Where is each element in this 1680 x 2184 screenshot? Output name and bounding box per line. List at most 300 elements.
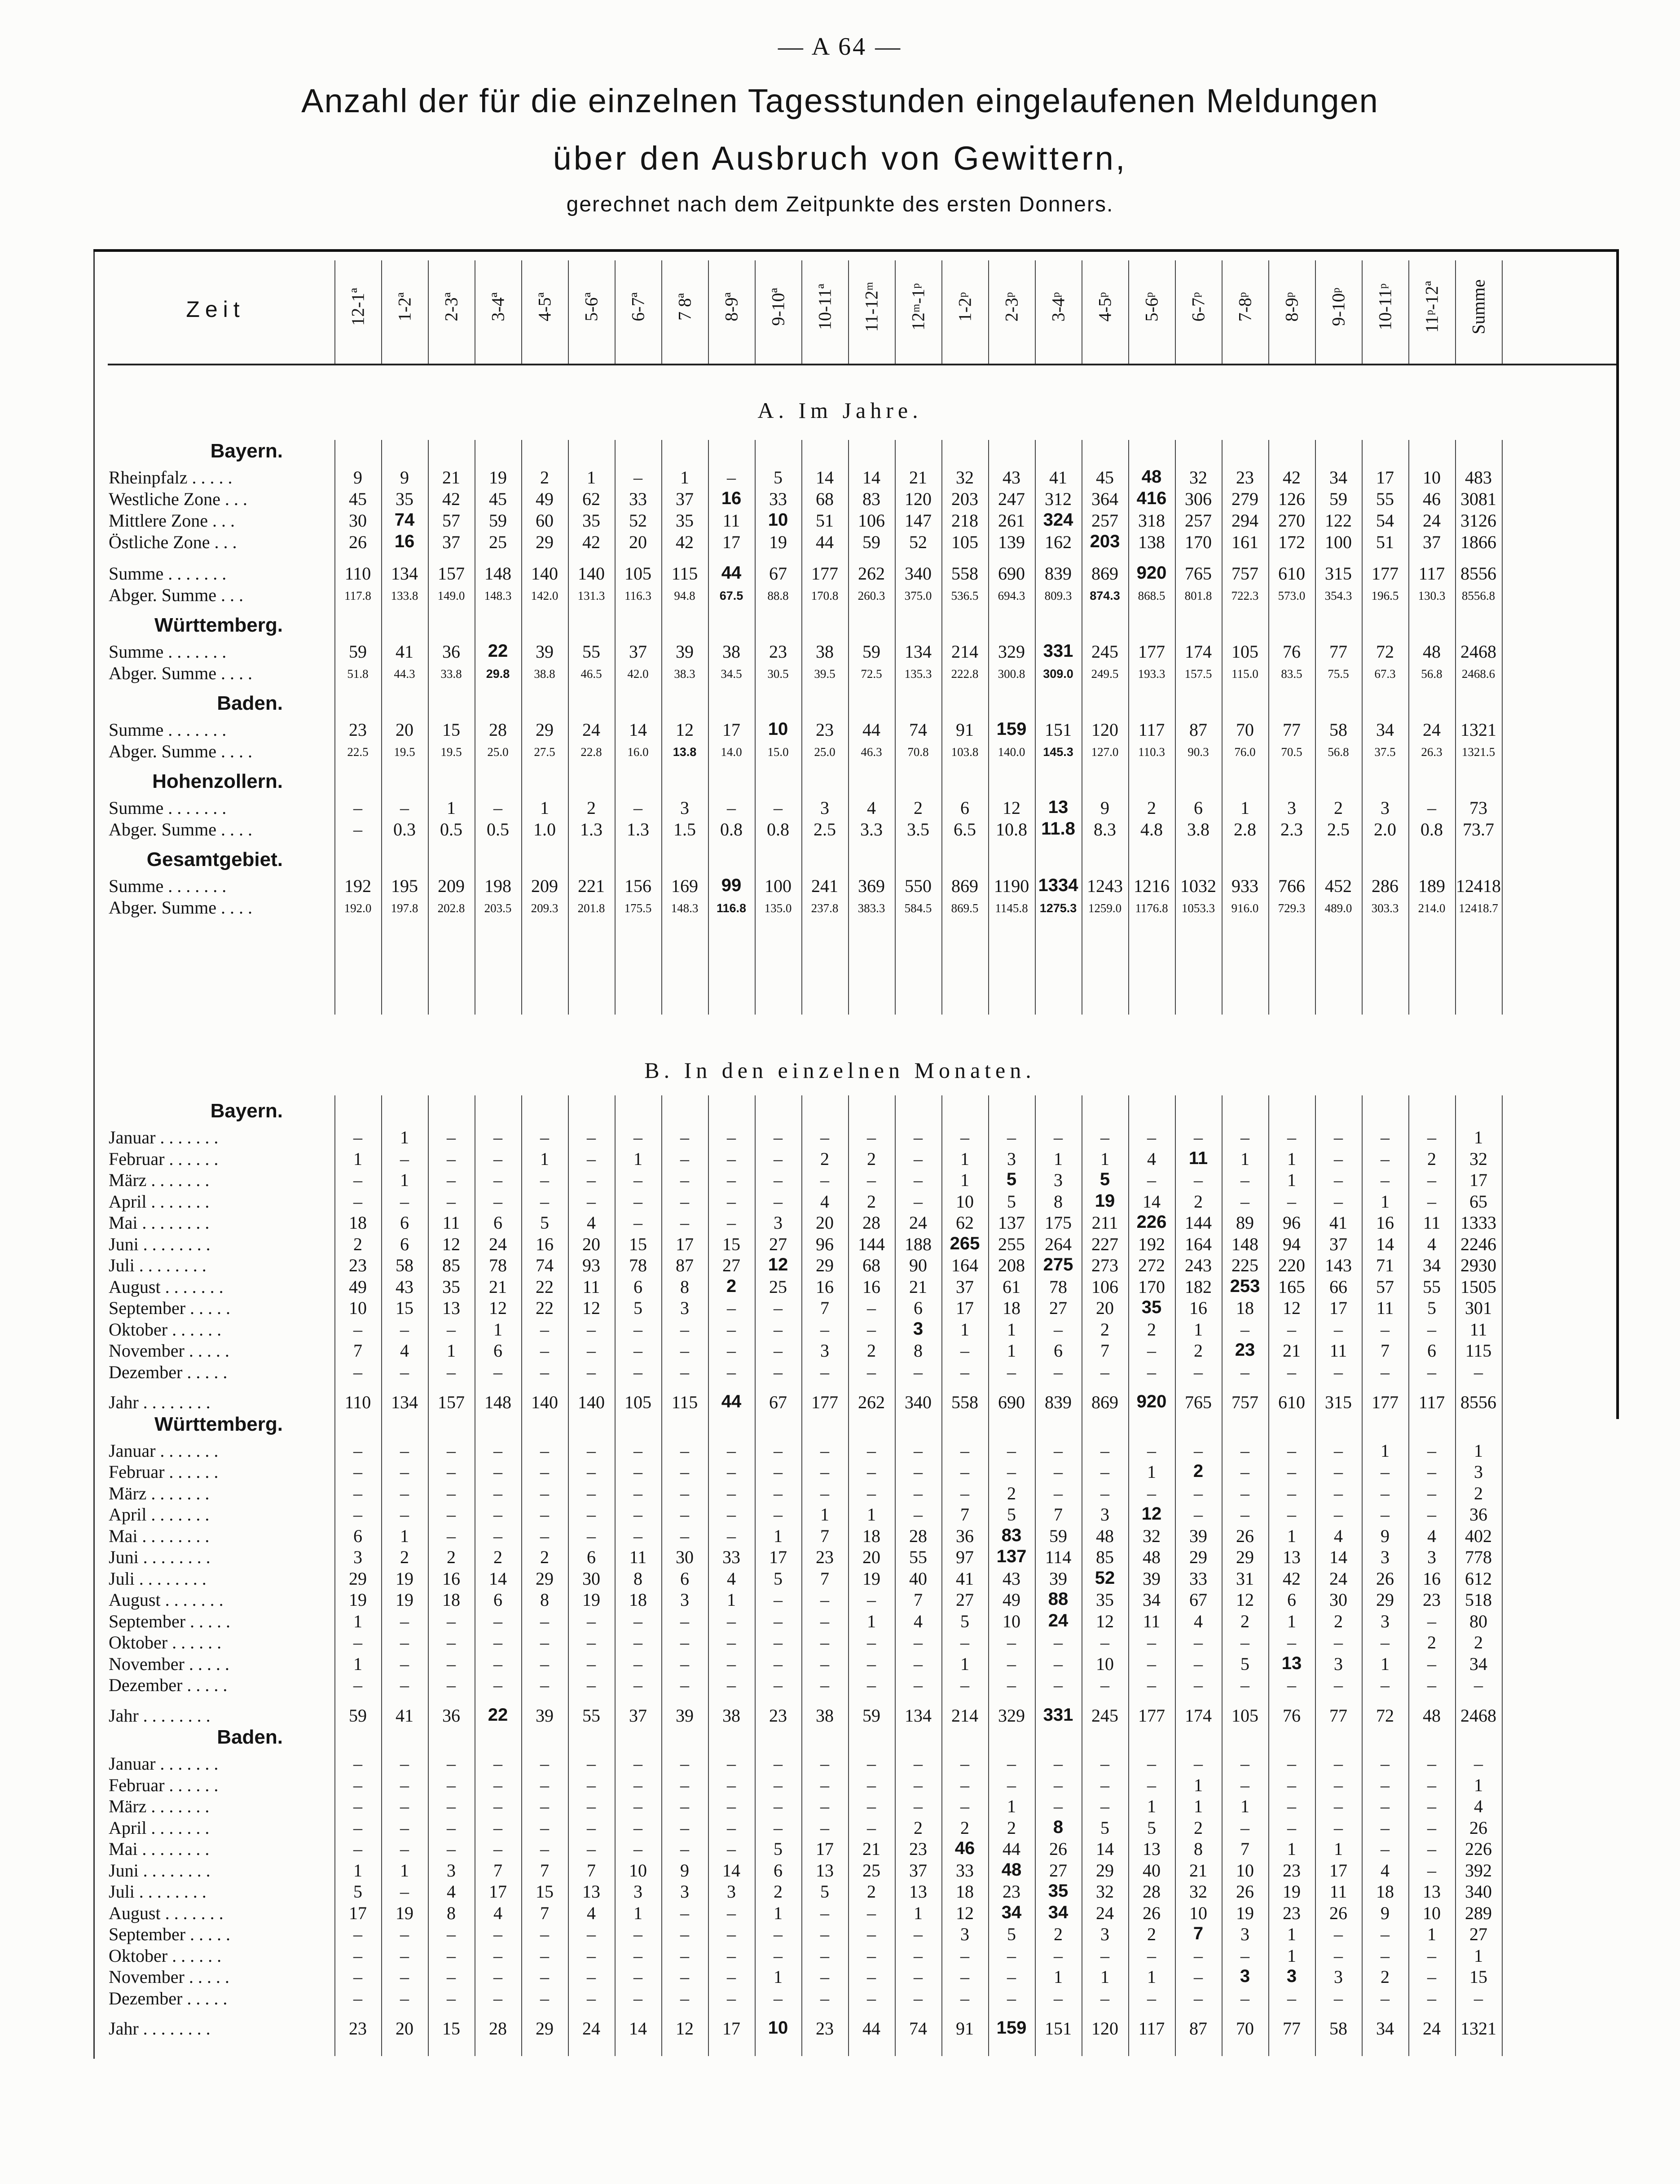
table-cell: 9 bbox=[1381, 1525, 1390, 1546]
table-cell: – bbox=[587, 1675, 596, 1695]
table-cell: – bbox=[914, 1148, 923, 1169]
table-cell: – bbox=[867, 1653, 876, 1674]
table-cell: 46.5 bbox=[581, 667, 602, 681]
table-cell: 142.0 bbox=[531, 589, 559, 602]
table-cell: – bbox=[1381, 1504, 1390, 1525]
table-cell: 80 bbox=[1469, 1611, 1487, 1631]
table-cell: 868.5 bbox=[1138, 589, 1165, 602]
table-cell: – bbox=[1100, 1775, 1109, 1795]
table-cell: 8 bbox=[914, 1340, 923, 1361]
table-cell: – bbox=[867, 1590, 876, 1610]
table-cell: – bbox=[540, 1967, 549, 1987]
table-cell: 12418 bbox=[1456, 876, 1501, 896]
table-cell: 5 bbox=[774, 1568, 783, 1589]
table-cell: – bbox=[447, 1653, 456, 1674]
table-cell: 2 bbox=[1194, 1340, 1203, 1361]
header-hour: 8-9ᵖ bbox=[1281, 292, 1302, 322]
table-cell: 1 bbox=[1381, 1440, 1390, 1461]
table-cell: – bbox=[1334, 1796, 1343, 1816]
table-cell: 550 bbox=[905, 876, 932, 896]
table-cell: 52 bbox=[909, 532, 927, 552]
table-cell: – bbox=[400, 1362, 409, 1382]
table-cell: – bbox=[1240, 1462, 1249, 1482]
table-cell: – bbox=[493, 1127, 502, 1147]
table-cell: – bbox=[587, 1775, 596, 1795]
table-cell: – bbox=[680, 1653, 689, 1674]
table-cell: 17 bbox=[1469, 1170, 1487, 1190]
table-cell: – bbox=[1287, 1319, 1296, 1340]
table-cell: 331 bbox=[1043, 641, 1073, 661]
table-cell: 42 bbox=[1283, 1568, 1301, 1589]
table-cell: – bbox=[1427, 1675, 1436, 1695]
table-cell: – bbox=[960, 1967, 969, 1987]
table-cell: – bbox=[727, 1653, 736, 1674]
table-cell: – bbox=[1287, 1127, 1296, 1147]
table-cell: 5 bbox=[1007, 1191, 1016, 1212]
table-cell: 19 bbox=[1283, 1881, 1301, 1902]
table-cell: 0.5 bbox=[487, 819, 509, 839]
table-cell: 164 bbox=[1185, 1234, 1212, 1254]
table-cell: 170.8 bbox=[811, 589, 839, 602]
table-cell: 19 bbox=[396, 1903, 413, 1923]
table-cell: 24 bbox=[489, 1234, 507, 1254]
table-cell: – bbox=[587, 1611, 596, 1631]
row-label: Januar . . . . . . . bbox=[109, 1440, 219, 1461]
table-cell: 76.0 bbox=[1234, 745, 1256, 759]
table-cell: – bbox=[633, 1504, 642, 1525]
table-cell: – bbox=[633, 798, 642, 818]
table-cell: 2 bbox=[1427, 1148, 1436, 1169]
table-cell: – bbox=[1007, 1967, 1016, 1987]
table-cell: 801.8 bbox=[1184, 589, 1212, 602]
table-cell: 33 bbox=[1189, 1568, 1207, 1589]
table-cell: – bbox=[587, 1191, 596, 1212]
table-cell: 1176.8 bbox=[1135, 901, 1168, 915]
table-cell: 114 bbox=[1045, 1547, 1072, 1567]
table-cell: – bbox=[867, 1298, 876, 1318]
table-cell: 48 bbox=[1001, 1859, 1022, 1880]
table-cell: 3 bbox=[353, 1547, 362, 1567]
table-cell: – bbox=[960, 1775, 969, 1795]
table-cell: – bbox=[633, 1170, 642, 1190]
table-cell: – bbox=[1287, 1817, 1296, 1838]
table-cell: 11 bbox=[722, 510, 740, 531]
table-cell: – bbox=[1334, 1319, 1343, 1340]
table-cell: – bbox=[1054, 1127, 1063, 1147]
table-cell: 27 bbox=[956, 1590, 974, 1610]
table-cell: – bbox=[1381, 1462, 1390, 1482]
table-cell: 202.8 bbox=[437, 901, 465, 915]
column-rule bbox=[1502, 260, 1503, 364]
table-cell: 11 bbox=[1329, 1881, 1347, 1902]
column-rule bbox=[521, 260, 522, 364]
table-cell: 58 bbox=[1329, 720, 1347, 740]
table-cell: 1 bbox=[867, 1504, 876, 1525]
table-cell: 27 bbox=[1049, 1298, 1067, 1318]
table-cell: 13 bbox=[1423, 1881, 1441, 1902]
table-cell: 2 bbox=[820, 1148, 829, 1169]
table-cell: – bbox=[540, 1924, 549, 1944]
table-cell: 20 bbox=[1096, 1298, 1114, 1318]
table-cell: 273 bbox=[1091, 1255, 1118, 1275]
header-hour: 11-12ᵐ bbox=[861, 281, 882, 332]
table-cell: 7 bbox=[960, 1504, 969, 1525]
table-cell: 11 bbox=[1469, 1319, 1487, 1340]
table-cell: – bbox=[914, 1653, 923, 1674]
table-cell: – bbox=[680, 1191, 689, 1212]
table-cell: 22 bbox=[488, 641, 508, 661]
table-cell: – bbox=[1381, 1775, 1390, 1795]
table-cell: 87 bbox=[676, 1255, 694, 1275]
table-cell: 57 bbox=[1376, 1276, 1394, 1297]
table-cell: 30 bbox=[1329, 1590, 1347, 1610]
table-cell: – bbox=[1334, 1148, 1343, 1169]
table-cell: 1 bbox=[1240, 1796, 1249, 1816]
table-cell: 2 bbox=[1147, 1319, 1156, 1340]
table-cell: – bbox=[960, 1440, 969, 1461]
table-cell: 264 bbox=[1045, 1234, 1072, 1254]
table-cell: – bbox=[353, 1440, 362, 1461]
table-cell: – bbox=[1054, 1462, 1063, 1482]
table-cell: – bbox=[1147, 1632, 1156, 1652]
table-cell: – bbox=[587, 1525, 596, 1546]
table-cell: 933 bbox=[1231, 876, 1258, 896]
table-cell: – bbox=[540, 1945, 549, 1966]
table-cell: – bbox=[774, 1753, 783, 1774]
table-cell: – bbox=[1287, 1504, 1296, 1525]
table-cell: 18 bbox=[862, 1525, 880, 1546]
table-cell: 45 bbox=[489, 489, 507, 509]
table-cell: – bbox=[447, 1191, 456, 1212]
table-cell: – bbox=[774, 1775, 783, 1795]
column-rule bbox=[1128, 260, 1129, 364]
table-cell: 392 bbox=[1465, 1860, 1492, 1881]
table-cell: – bbox=[447, 1817, 456, 1838]
table-cell: 71 bbox=[1376, 1255, 1394, 1275]
table-cell: 55 bbox=[1376, 489, 1394, 509]
table-cell: 35 bbox=[676, 510, 694, 531]
table-cell: 97 bbox=[956, 1547, 974, 1567]
group-heading: Hohenzollern. bbox=[152, 770, 283, 792]
table-cell: 2 bbox=[353, 1234, 362, 1254]
table-cell: – bbox=[774, 1148, 783, 1169]
table-cell: 14 bbox=[862, 467, 880, 488]
table-cell: 38 bbox=[816, 1705, 834, 1726]
table-cell: – bbox=[1427, 1753, 1436, 1774]
table-cell: 729.3 bbox=[1278, 901, 1306, 915]
table-cell: 3.8 bbox=[1187, 819, 1209, 839]
row-label: Juni . . . . . . . . bbox=[109, 1234, 211, 1254]
table-cell: 36 bbox=[956, 1525, 974, 1546]
table-cell: 78 bbox=[1049, 1276, 1067, 1297]
table-cell: 90.3 bbox=[1187, 745, 1209, 759]
table-cell: 1 bbox=[1240, 798, 1249, 818]
table-cell: 94 bbox=[1283, 1234, 1301, 1254]
table-cell: 3.5 bbox=[907, 819, 929, 839]
table-cell: – bbox=[727, 1213, 736, 1233]
table-cell: – bbox=[867, 1903, 876, 1923]
table-cell: – bbox=[1381, 1839, 1390, 1859]
table-cell: 55 bbox=[1423, 1276, 1441, 1297]
table-cell: 694.3 bbox=[998, 589, 1025, 602]
table-cell: – bbox=[680, 1945, 689, 1966]
table-cell: – bbox=[867, 1127, 876, 1147]
table-cell: 29 bbox=[536, 720, 554, 740]
table-cell: – bbox=[447, 1462, 456, 1482]
table-cell: 62 bbox=[582, 489, 600, 509]
table-cell: – bbox=[400, 1611, 409, 1631]
table-cell: – bbox=[1334, 1440, 1343, 1461]
table-cell: 30 bbox=[676, 1547, 694, 1567]
table-cell: 23 bbox=[349, 1255, 367, 1275]
row-label: August . . . . . . . bbox=[109, 1903, 224, 1923]
table-cell: – bbox=[680, 1483, 689, 1503]
table-cell: 10 bbox=[1423, 467, 1441, 488]
table-cell: 8556 bbox=[1460, 563, 1496, 584]
table-cell: 39 bbox=[1189, 1525, 1207, 1546]
table-cell: 10 bbox=[1189, 1903, 1207, 1923]
table-cell: 44 bbox=[862, 720, 880, 740]
table-cell: – bbox=[447, 1148, 456, 1169]
section-a-heading: A. Im Jahre. bbox=[757, 398, 923, 423]
table-cell: – bbox=[587, 1924, 596, 1944]
table-cell: – bbox=[447, 1440, 456, 1461]
table-cell: 105 bbox=[1231, 642, 1258, 662]
table-cell: 23 bbox=[816, 720, 834, 740]
column-rule bbox=[1175, 260, 1176, 364]
table-cell: 1 bbox=[774, 1903, 783, 1923]
table-cell: – bbox=[587, 1462, 596, 1482]
table-cell: 74 bbox=[909, 720, 927, 740]
table-cell: 56.8 bbox=[1328, 745, 1349, 759]
header-hour: 5-6ª bbox=[581, 292, 602, 321]
table-cell: 1259.0 bbox=[1088, 901, 1122, 915]
table-cell: – bbox=[447, 1796, 456, 1816]
table-cell: 29 bbox=[536, 532, 554, 552]
table-cell: – bbox=[680, 1675, 689, 1695]
table-cell: 1 bbox=[447, 1340, 456, 1361]
table-cell: – bbox=[400, 1775, 409, 1795]
table-cell: 364 bbox=[1091, 489, 1118, 509]
table-cell: 5 bbox=[820, 1881, 829, 1902]
table-cell: 23 bbox=[816, 2018, 834, 2039]
header-hour: 4-5ª bbox=[534, 292, 555, 321]
table-cell: – bbox=[400, 1796, 409, 1816]
row-label: Abger. Summe . . . . bbox=[109, 897, 252, 918]
table-cell: 5 bbox=[774, 1839, 783, 1859]
table-cell: 29 bbox=[1236, 1547, 1254, 1567]
table-cell: – bbox=[914, 1988, 923, 2008]
table-cell: – bbox=[540, 1839, 549, 1859]
table-cell: 9 bbox=[680, 1860, 689, 1881]
table-cell: 4 bbox=[400, 1340, 409, 1361]
table-cell: – bbox=[1194, 1653, 1203, 1674]
table-cell: 8 bbox=[1053, 1817, 1064, 1837]
table-cell: 37 bbox=[676, 489, 694, 509]
table-cell: 4.8 bbox=[1140, 819, 1163, 839]
table-cell: – bbox=[540, 1775, 549, 1795]
table-cell: 137 bbox=[998, 1213, 1025, 1233]
table-cell: 83 bbox=[862, 489, 880, 509]
table-cell: 16 bbox=[536, 1234, 554, 1254]
table-cell: – bbox=[447, 1127, 456, 1147]
table-cell: 13 bbox=[909, 1881, 927, 1902]
table-cell: 2 bbox=[914, 798, 923, 818]
table-cell: – bbox=[1427, 1967, 1436, 1987]
table-cell: 3 bbox=[727, 1881, 736, 1902]
table-cell: – bbox=[1334, 1775, 1343, 1795]
table-cell: 1 bbox=[867, 1611, 876, 1631]
table-cell: – bbox=[633, 1817, 642, 1838]
table-cell: – bbox=[1334, 1127, 1343, 1147]
table-cell: 1 bbox=[820, 1504, 829, 1525]
table-cell: – bbox=[493, 1817, 502, 1838]
table-cell: 6 bbox=[680, 1568, 689, 1589]
table-cell: 1 bbox=[1100, 1148, 1109, 1169]
table-cell: – bbox=[1427, 1504, 1436, 1525]
table-cell: 2246 bbox=[1460, 1234, 1496, 1254]
table-cell: 20 bbox=[396, 2018, 413, 2039]
table-cell: – bbox=[727, 1839, 736, 1859]
table-cell: 3 bbox=[1287, 798, 1296, 818]
table-cell: 14 bbox=[1143, 1191, 1161, 1212]
table-cell: 558 bbox=[951, 1392, 978, 1412]
column-rule bbox=[1222, 260, 1223, 364]
table-cell: – bbox=[400, 1945, 409, 1966]
table-cell: – bbox=[774, 1504, 783, 1525]
table-cell: 14 bbox=[1096, 1839, 1114, 1859]
table-cell: 43 bbox=[396, 1276, 413, 1297]
table-cell: 5 bbox=[1007, 1924, 1016, 1944]
table-cell: 32 bbox=[1469, 1148, 1487, 1169]
table-cell: 55 bbox=[909, 1547, 927, 1567]
table-cell: 115 bbox=[671, 1392, 698, 1412]
table-cell: 195 bbox=[391, 876, 418, 896]
row-label: Mittlere Zone . . . bbox=[109, 510, 235, 531]
table-cell: 12 bbox=[1096, 1611, 1114, 1631]
table-cell: 920 bbox=[1136, 563, 1167, 583]
table-cell: – bbox=[774, 1462, 783, 1482]
table-cell: 17 bbox=[722, 2018, 740, 2039]
table-cell: 29 bbox=[1189, 1547, 1207, 1567]
table-cell: 15 bbox=[442, 2018, 460, 2039]
table-cell: 6 bbox=[587, 1547, 596, 1567]
row-label: Februar . . . . . . bbox=[109, 1462, 219, 1482]
table-cell: – bbox=[914, 1170, 923, 1190]
table-cell: – bbox=[1240, 1319, 1249, 1340]
table-cell: 192 bbox=[1138, 1234, 1165, 1254]
table-cell: – bbox=[867, 1632, 876, 1652]
table-cell: – bbox=[353, 1753, 362, 1774]
table-cell: 161 bbox=[1231, 532, 1258, 552]
table-cell: – bbox=[820, 1924, 829, 1944]
table-cell: 3 bbox=[1100, 1504, 1109, 1525]
table-cell: 14 bbox=[629, 2018, 647, 2039]
table-cell: 12 bbox=[582, 1298, 600, 1318]
table-cell: – bbox=[680, 1319, 689, 1340]
table-cell: 1 bbox=[1007, 1340, 1016, 1361]
table-cell: 6 bbox=[400, 1234, 409, 1254]
table-cell: 74 bbox=[909, 2018, 927, 2039]
table-cell: 41 bbox=[956, 1568, 974, 1589]
table-cell: 1 bbox=[353, 1860, 362, 1881]
table-cell: 85 bbox=[1096, 1547, 1114, 1567]
table-cell: 134 bbox=[905, 1705, 932, 1726]
row-label: Mai . . . . . . . . bbox=[109, 1839, 210, 1859]
table-cell: – bbox=[680, 1817, 689, 1838]
row-label: Oktober . . . . . . bbox=[109, 1319, 222, 1340]
table-cell: 209 bbox=[438, 876, 465, 896]
table-cell: – bbox=[400, 1675, 409, 1695]
table-cell: 1216 bbox=[1134, 876, 1170, 896]
table-cell: – bbox=[727, 1362, 736, 1382]
table-cell: 1 bbox=[353, 1653, 362, 1674]
column-rule bbox=[568, 260, 569, 364]
table-cell: – bbox=[587, 1653, 596, 1674]
table-cell: – bbox=[820, 1988, 829, 2008]
page-number: — A 64 — bbox=[778, 33, 902, 61]
table-cell: 51 bbox=[816, 510, 834, 531]
table-cell: 23 bbox=[349, 720, 367, 740]
table-cell: 24 bbox=[1096, 1903, 1114, 1923]
table-cell: – bbox=[774, 1362, 783, 1382]
table-cell: 1 bbox=[1007, 1319, 1016, 1340]
table-cell: 83.5 bbox=[1281, 667, 1302, 681]
column-rule bbox=[661, 260, 662, 364]
table-cell: 16 bbox=[862, 1276, 880, 1297]
table-cell: 1 bbox=[960, 1170, 969, 1190]
table-cell: 75.5 bbox=[1328, 667, 1349, 681]
table-cell: 105 bbox=[951, 532, 978, 552]
table-cell: 245 bbox=[1091, 642, 1118, 662]
table-cell: 214 bbox=[951, 642, 978, 662]
table-cell: 85 bbox=[442, 1255, 460, 1275]
header-hour: 1-2ª bbox=[394, 292, 415, 321]
table-cell: 42 bbox=[582, 532, 600, 552]
table-cell: – bbox=[540, 1675, 549, 1695]
table-cell: 4 bbox=[820, 1191, 829, 1212]
table-cell: 4 bbox=[727, 1568, 736, 1589]
table-cell: 7 bbox=[820, 1568, 829, 1589]
table-cell: 4 bbox=[587, 1213, 596, 1233]
table-cell: 145.3 bbox=[1043, 745, 1073, 759]
table-cell: – bbox=[1427, 1653, 1436, 1674]
table-cell: 48 bbox=[1423, 642, 1441, 662]
table-cell: 23 bbox=[1283, 1860, 1301, 1881]
table-cell: – bbox=[1007, 1945, 1016, 1966]
table-cell: – bbox=[1427, 1611, 1436, 1631]
table-cell: 1.0 bbox=[533, 819, 556, 839]
table-cell: 21 bbox=[909, 467, 927, 488]
table-cell: 17 bbox=[769, 1547, 787, 1567]
table-cell: 257 bbox=[1091, 510, 1118, 531]
table-cell: 34 bbox=[1469, 1653, 1487, 1674]
table-cell: 279 bbox=[1231, 489, 1258, 509]
table-cell: 17 bbox=[1329, 1298, 1347, 1318]
table-cell: – bbox=[820, 1775, 829, 1795]
table-cell: 22.8 bbox=[581, 745, 602, 759]
table-cell: 14 bbox=[629, 720, 647, 740]
table-cell: 9 bbox=[1100, 798, 1109, 818]
table-cell: 3081 bbox=[1460, 489, 1496, 509]
column-rule bbox=[1502, 1095, 1503, 2056]
table-cell: – bbox=[400, 1319, 409, 1340]
table-cell: 19 bbox=[349, 1590, 367, 1610]
table-cell: 24 bbox=[1048, 1610, 1069, 1630]
table-cell: – bbox=[960, 1483, 969, 1503]
table-cell: – bbox=[680, 1632, 689, 1652]
table-cell: 11 bbox=[1143, 1611, 1161, 1631]
